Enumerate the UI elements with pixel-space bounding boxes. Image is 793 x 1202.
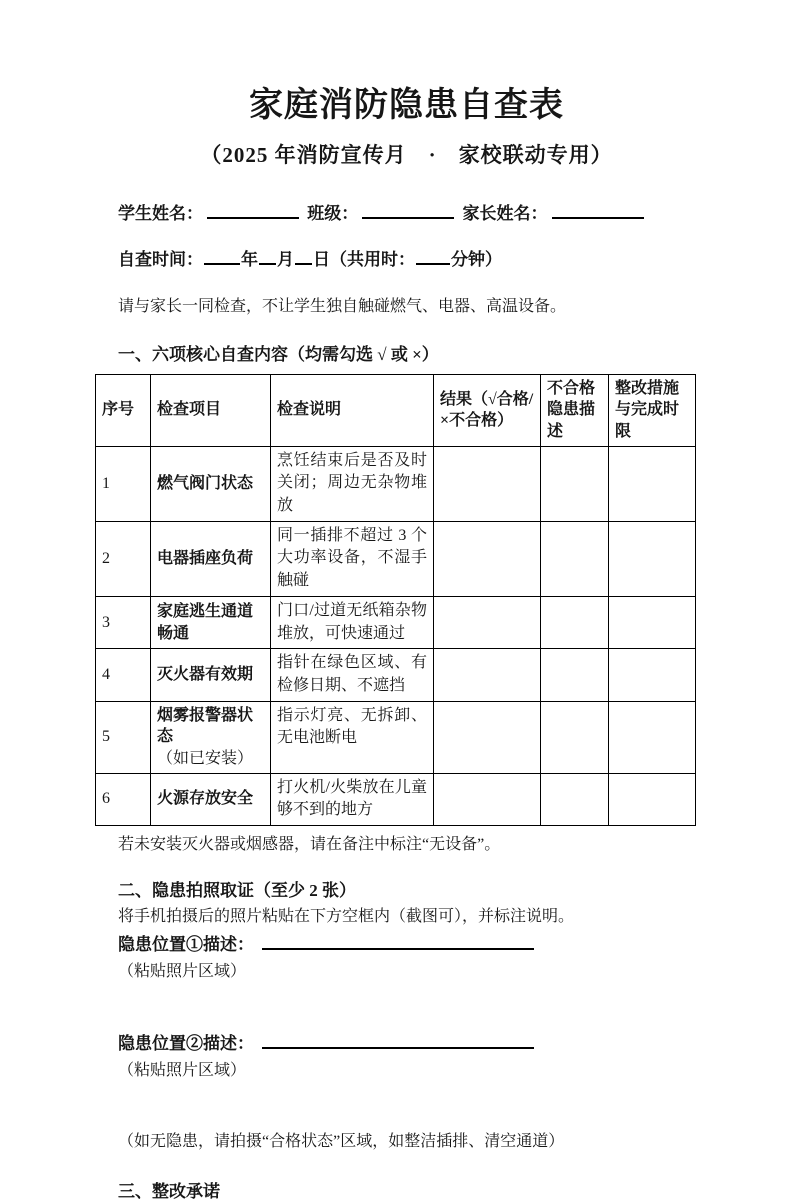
- duration-open-label: （共用时：: [330, 249, 415, 269]
- hazard-cell: [541, 446, 609, 521]
- hazard-cell: [541, 701, 609, 773]
- row-item: [151, 596, 271, 648]
- table-row: [96, 773, 696, 825]
- intro-note: 请与家长一同检查，不让学生独自触碰燃气、电器、高温设备。: [118, 297, 567, 315]
- row-item-note: （如已安装）: [157, 749, 254, 767]
- row-item: [151, 649, 271, 701]
- row-item-text: 家庭逃生通道畅通: [157, 603, 254, 642]
- day-blank: [295, 250, 312, 265]
- row-item: [151, 521, 271, 596]
- row-no: 1: [96, 446, 151, 521]
- section2-heading: 二、隐患拍照取证（至少 2 张）: [118, 880, 356, 900]
- row-item-text: 电器插座负荷: [157, 550, 254, 568]
- table-row: [96, 596, 696, 648]
- row-desc: 指示灯亮、无拆卸、无电池断电: [271, 701, 434, 773]
- row-no: 4: [96, 649, 151, 701]
- row-no: 3: [96, 596, 151, 648]
- name-fields-line: [118, 199, 695, 224]
- fix-cell: [609, 446, 696, 521]
- no-hazard-note: （如无隐患，请拍摄“合格状态”区域，如整洁插排、清空通道）: [118, 1132, 565, 1150]
- row-item: [151, 446, 271, 521]
- row-no: 2: [96, 521, 151, 596]
- table-row: [96, 446, 696, 521]
- class-blank: [362, 204, 454, 219]
- parent-name-label: 家长姓名：: [462, 203, 548, 223]
- duration-blank: [416, 250, 450, 265]
- time-fields-line: [118, 245, 695, 270]
- result-cell: [434, 701, 541, 773]
- header-no: 序号: [96, 374, 151, 446]
- table-header-row: [96, 374, 696, 446]
- month-label: 月: [277, 249, 294, 269]
- student-name-label: 学生姓名：: [118, 203, 203, 223]
- year-label: 年: [241, 249, 258, 269]
- row-desc: 打火机/火柴放在儿童够不到的地方: [271, 773, 434, 825]
- result-cell: [434, 596, 541, 648]
- header-result: 结果（√合格/×不合格）: [434, 374, 541, 446]
- photo1-description-blank: [262, 935, 534, 950]
- section1-heading: 一、六项核心自查内容（均需勾选 √ 或 ×）: [118, 344, 439, 364]
- month-blank: [259, 250, 276, 265]
- result-cell: [434, 649, 541, 701]
- fix-cell: [609, 773, 696, 825]
- document-title: 家庭消防隐患自查表: [249, 87, 564, 124]
- hazard-cell: [541, 773, 609, 825]
- class-label: 班级：: [307, 203, 359, 223]
- photo2-description-line: [118, 1029, 695, 1054]
- table-row: [96, 521, 696, 596]
- day-label: 日: [313, 249, 330, 269]
- fix-cell: [609, 596, 696, 648]
- row-item: [151, 773, 271, 825]
- table-footnote: 若未安装灭火器或烟感器，请在备注中标注“无设备”。: [118, 835, 501, 853]
- photo1-label: 隐患位置①描述：: [118, 934, 254, 954]
- fix-cell: [609, 701, 696, 773]
- row-item-text: 火源存放安全: [157, 790, 254, 808]
- header-hazard: 不合格隐患描述: [541, 374, 609, 446]
- row-desc: 指针在绿色区域、有检修日期、不遮挡: [271, 649, 434, 701]
- fix-cell: [609, 521, 696, 596]
- photo2-paste-area-label: （粘贴照片区域）: [118, 1061, 247, 1079]
- photo2-paste-area: [95, 1080, 695, 1126]
- section2-instruction: 将手机拍摄后的照片粘贴在下方空框内（截图可），并标注说明。: [118, 907, 575, 925]
- duration-close-label: 分钟）: [451, 249, 502, 269]
- row-no: 6: [96, 773, 151, 825]
- time-label: 自查时间：: [118, 249, 203, 269]
- year-blank: [204, 250, 240, 265]
- hazard-cell: [541, 596, 609, 648]
- document-subtitle: （2025 年消防宣传月 · 家校联动专用）: [200, 142, 613, 167]
- self-check-table: [95, 374, 696, 826]
- photo1-paste-area: [95, 981, 695, 1025]
- row-item-text: 烟雾报警器状态: [157, 706, 254, 746]
- photo1-description-line: [118, 930, 695, 955]
- header-item: 检查项目: [151, 374, 271, 446]
- result-cell: [434, 446, 541, 521]
- hazard-cell: [541, 521, 609, 596]
- row-desc: 同一插排不超过 3 个大功率设备，不湿手触碰: [271, 521, 434, 596]
- header-fix: 整改措施与完成时限: [609, 374, 696, 446]
- photo1-paste-area-label: （粘贴照片区域）: [118, 962, 247, 980]
- row-no: 5: [96, 701, 151, 773]
- fix-cell: [609, 649, 696, 701]
- table-row: [96, 701, 696, 773]
- row-desc: 烹饪结束后是否及时关闭；周边无杂物堆放: [271, 446, 434, 521]
- student-name-blank: [207, 204, 299, 219]
- hazard-cell: [541, 649, 609, 701]
- header-desc: 检查说明: [271, 374, 434, 446]
- section3-heading: 三、整改承诺: [118, 1181, 220, 1201]
- photo2-description-blank: [262, 1034, 534, 1049]
- result-cell: [434, 521, 541, 596]
- parent-name-blank: [552, 204, 644, 219]
- row-desc: 门口/过道无纸箱杂物堆放，可快速通过: [271, 596, 434, 648]
- table-row: [96, 649, 696, 701]
- row-item-text: 灭火器有效期: [157, 666, 254, 684]
- result-cell: [434, 773, 541, 825]
- row-item-text: 燃气阀门状态: [157, 474, 254, 492]
- photo2-label: 隐患位置②描述：: [118, 1033, 254, 1053]
- row-item: [151, 701, 271, 773]
